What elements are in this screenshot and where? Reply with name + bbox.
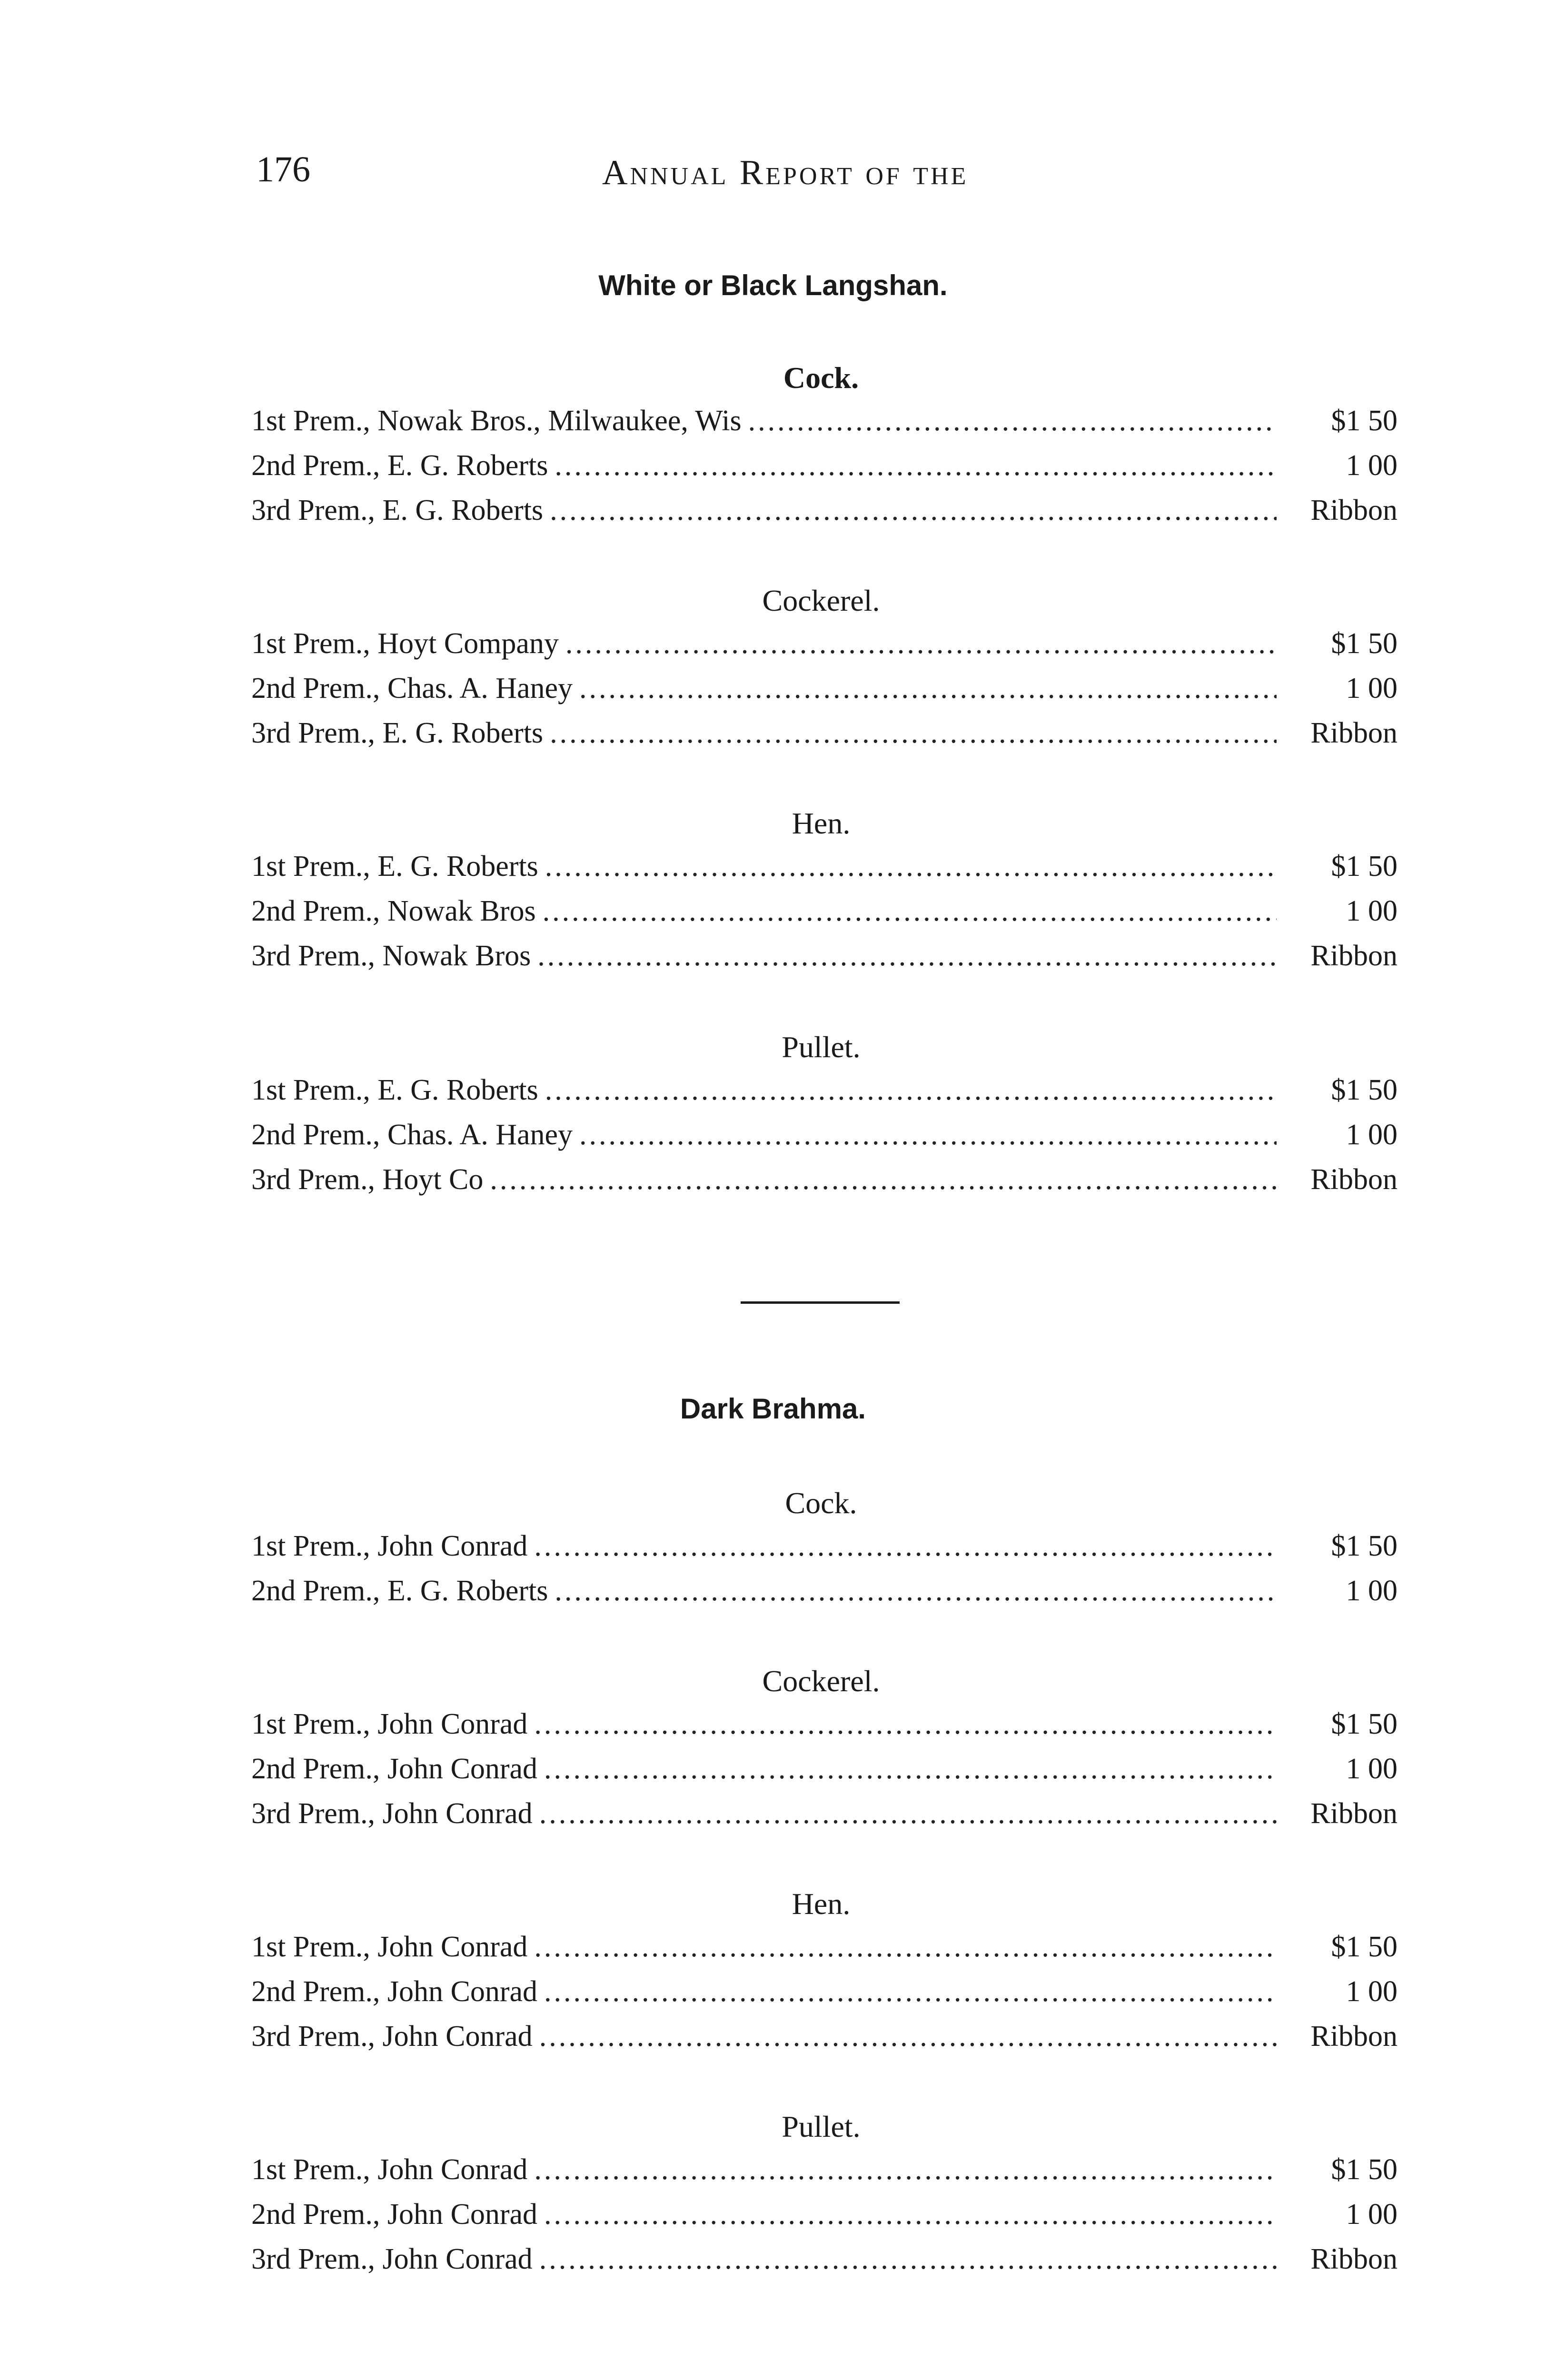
entry-place: 2nd Prem., [251, 1119, 380, 1151]
entry-name: John Conrad [382, 2243, 533, 2275]
entry-award: Ribbon [1310, 717, 1397, 749]
dot-leader [543, 894, 1277, 928]
award-entry [251, 939, 1397, 973]
entry-place: 3rd Prem., [251, 2020, 376, 2053]
award-entry [251, 1930, 1397, 1964]
entry-award: 1 00 [1346, 449, 1397, 482]
class-title: Cockerel. [762, 584, 880, 617]
section-title: White or Black Langshan. [598, 269, 948, 301]
dot-leader [539, 2242, 1277, 2276]
entry-name: E. G. Roberts [387, 1575, 548, 1607]
award-entry [251, 1162, 1397, 1197]
dot-leader [545, 849, 1277, 883]
entry-award: $1 50 [1331, 405, 1397, 437]
entry-place: 1st Prem., [251, 1931, 370, 1963]
dot-leader [555, 448, 1277, 483]
award-entry [251, 1796, 1397, 1831]
entry-award: 1 00 [1346, 672, 1397, 704]
entry-award: 1 00 [1346, 1975, 1397, 2008]
award-entry [251, 2019, 1397, 2053]
entry-name: E. G. Roberts [377, 1074, 538, 1106]
entry-place: 3rd Prem., [251, 717, 376, 749]
dot-leader [534, 1529, 1277, 1563]
running-head: Annual Report of the [602, 153, 969, 192]
award-entry [251, 404, 1397, 438]
entry-name: Nowak Bros [387, 895, 536, 927]
entry-place: 1st Prem., [251, 627, 370, 660]
entry-award: Ribbon [1310, 494, 1397, 526]
entry-place: 2nd Prem., [251, 449, 380, 482]
dot-leader [537, 939, 1277, 973]
entry-name: E. G. Roberts [377, 850, 538, 883]
dot-leader [534, 1930, 1277, 1964]
entry-name: John Conrad [387, 2198, 538, 2231]
class-title: Cockerel. [762, 1664, 880, 1698]
class-title: Pullet. [782, 1030, 861, 1064]
entry-award: $1 50 [1331, 2153, 1397, 2186]
award-entry [251, 894, 1397, 928]
entry-place: 1st Prem., [251, 405, 370, 437]
dot-leader [544, 1974, 1277, 2009]
entry-name: Chas. A. Haney [387, 672, 573, 704]
class-title: Pullet. [782, 2110, 861, 2143]
entry-name: John Conrad [377, 1708, 528, 1740]
dot-leader [579, 671, 1277, 705]
entry-award: Ribbon [1310, 1797, 1397, 1830]
entry-name: Nowak Bros [382, 940, 531, 972]
entry-name: Nowak Bros., Milwaukee, Wis [377, 405, 742, 437]
class-title: Cock. [785, 1486, 857, 1520]
dot-leader [579, 1118, 1277, 1152]
entry-award: 1 00 [1346, 1119, 1397, 1151]
entry-place: 1st Prem., [251, 1708, 370, 1740]
entry-place: 3rd Prem., [251, 2243, 376, 2275]
award-entry [251, 1752, 1397, 1786]
entry-award: $1 50 [1331, 1708, 1397, 1740]
entry-place: 3rd Prem., [251, 1797, 376, 1830]
class-title: Cock. [783, 361, 859, 395]
award-entry [251, 849, 1397, 883]
entry-place: 2nd Prem., [251, 2198, 380, 2231]
dot-leader [748, 404, 1277, 438]
entry-name: John Conrad [387, 1753, 538, 1785]
award-entry [251, 626, 1397, 661]
entry-award: 1 00 [1346, 2198, 1397, 2231]
entry-place: 1st Prem., [251, 1074, 370, 1106]
dot-leader [544, 2197, 1277, 2231]
award-entry [251, 493, 1397, 527]
dot-leader [539, 2019, 1277, 2053]
award-entry [251, 1118, 1397, 1152]
award-entry [251, 1529, 1397, 1563]
class-title: Hen. [792, 806, 851, 840]
award-entry [251, 716, 1397, 750]
award-entry [251, 2152, 1397, 2187]
award-entry [251, 1707, 1397, 1741]
dot-leader [544, 1752, 1277, 1786]
award-entry [251, 671, 1397, 705]
entry-award: $1 50 [1331, 1074, 1397, 1106]
entry-name: E. G. Roberts [382, 717, 544, 749]
entry-place: 3rd Prem., [251, 1163, 376, 1196]
entry-place: 2nd Prem., [251, 895, 380, 927]
entry-award: $1 50 [1331, 1530, 1397, 1562]
entry-name: John Conrad [377, 2153, 528, 2186]
dot-leader [534, 1707, 1277, 1741]
dot-leader [534, 2152, 1277, 2187]
award-entry [251, 2242, 1397, 2276]
entry-award: Ribbon [1310, 2243, 1397, 2275]
award-entry [251, 1974, 1397, 2009]
entry-place: 3rd Prem., [251, 940, 376, 972]
entry-place: 2nd Prem., [251, 672, 380, 704]
entry-name: John Conrad [377, 1530, 528, 1562]
entry-award: Ribbon [1310, 940, 1397, 972]
entry-award: $1 50 [1331, 1931, 1397, 1963]
dot-leader [550, 716, 1277, 750]
entry-name: E. G. Roberts [387, 449, 548, 482]
entry-place: 3rd Prem., [251, 494, 376, 526]
entry-name: John Conrad [377, 1931, 528, 1963]
dot-leader [539, 1796, 1277, 1831]
dot-leader [545, 1073, 1277, 1107]
entry-place: 1st Prem., [251, 2153, 370, 2186]
dot-leader [565, 626, 1277, 661]
entry-award: 1 00 [1346, 1753, 1397, 1785]
entry-place: 2nd Prem., [251, 1975, 380, 2008]
award-entry [251, 448, 1397, 483]
entry-name: E. G. Roberts [382, 494, 544, 526]
section-title: Dark Brahma. [680, 1393, 866, 1425]
award-entry [251, 1574, 1397, 1608]
entry-name: Hoyt Co [382, 1163, 484, 1196]
award-entry [251, 2197, 1397, 2231]
entry-award: $1 50 [1331, 627, 1397, 660]
entry-place: 1st Prem., [251, 850, 370, 883]
entry-name: John Conrad [382, 1797, 533, 1830]
dot-leader [490, 1162, 1277, 1197]
entry-place: 1st Prem., [251, 1530, 370, 1562]
section-divider [741, 1301, 900, 1304]
entry-award: 1 00 [1346, 1575, 1397, 1607]
entry-award: Ribbon [1310, 2020, 1397, 2053]
entry-name: Chas. A. Haney [387, 1119, 573, 1151]
entry-award: 1 00 [1346, 895, 1397, 927]
entry-name: John Conrad [382, 2020, 533, 2053]
entry-place: 2nd Prem., [251, 1575, 380, 1607]
entry-place: 2nd Prem., [251, 1753, 380, 1785]
entry-name: Hoyt Company [377, 627, 559, 660]
entry-name: John Conrad [387, 1975, 538, 2008]
class-title: Hen. [792, 1887, 851, 1921]
entry-award: $1 50 [1331, 850, 1397, 883]
dot-leader [555, 1574, 1277, 1608]
page-number: 176 [256, 149, 310, 189]
entry-award: Ribbon [1310, 1163, 1397, 1196]
award-entry [251, 1073, 1397, 1107]
dot-leader [550, 493, 1277, 527]
